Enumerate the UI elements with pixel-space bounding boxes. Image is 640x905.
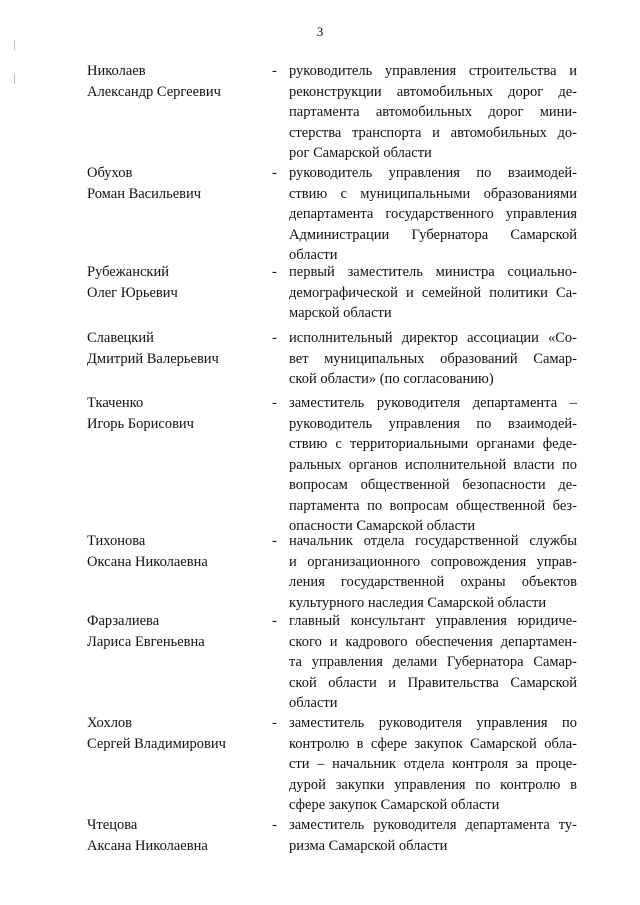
dash-separator: - bbox=[272, 330, 277, 346]
dash-separator: - bbox=[272, 264, 277, 280]
member-given-names: Лариса Евгеньевна bbox=[87, 633, 205, 650]
position-line: руководитель управления по взаимодей- bbox=[289, 415, 577, 432]
member-position bbox=[289, 61, 577, 164]
member-given-names: Игорь Борисович bbox=[87, 415, 194, 432]
member-position bbox=[289, 393, 577, 537]
member-name bbox=[87, 713, 267, 754]
member-surname: Николаев bbox=[87, 63, 146, 79]
position-line: стерства транспорта и автомобильных до- bbox=[289, 124, 577, 141]
member-surname: Тихонова bbox=[87, 533, 146, 549]
position-line: руководитель управления по взаимодей- bbox=[289, 165, 577, 181]
position-line: демографической и семейной политики Са- bbox=[289, 284, 577, 301]
member-name bbox=[87, 815, 267, 856]
position-line: вет муниципальных образований Самар- bbox=[289, 350, 577, 367]
position-line: партамента по вопросам общественной без- bbox=[289, 497, 577, 514]
member-position bbox=[289, 163, 577, 266]
member-position bbox=[289, 815, 577, 856]
member-name bbox=[87, 531, 267, 572]
position-line: контролю в сфере закупок Самарской обла- bbox=[289, 735, 577, 752]
dash-separator: - bbox=[272, 165, 277, 181]
member-surname: Ткаченко bbox=[87, 395, 144, 411]
member-given-names: Дмитрий Валерьевич bbox=[87, 350, 219, 367]
position-line: ского и кадрового обеспечения департамен- bbox=[289, 633, 577, 650]
member-given-names: Роман Васильевич bbox=[87, 185, 202, 202]
position-line: области bbox=[289, 695, 338, 711]
position-line: первый заместитель министра социально- bbox=[289, 264, 577, 280]
member-position bbox=[289, 611, 577, 714]
position-line: ской области» (по согласованию) bbox=[289, 371, 494, 387]
position-line: заместитель руководителя управления по bbox=[289, 715, 577, 731]
member-given-names: Оксана Николаевна bbox=[87, 553, 208, 570]
member-name bbox=[87, 163, 267, 204]
position-line: ствию с муниципальными образованиями bbox=[289, 185, 577, 202]
position-line: области bbox=[289, 247, 338, 263]
member-name bbox=[87, 393, 267, 434]
position-line: Администрации Губернатора Самарской bbox=[289, 226, 577, 243]
position-line: опасности Самарской области bbox=[289, 518, 476, 534]
member-name bbox=[87, 262, 267, 303]
dash-separator: - bbox=[272, 817, 277, 833]
member-position bbox=[289, 713, 577, 816]
member-position bbox=[289, 262, 577, 324]
dash-separator: - bbox=[272, 715, 277, 731]
position-line: ствию с территориальными органами феде- bbox=[289, 436, 577, 452]
position-line: начальник отдела государственной службы bbox=[289, 533, 577, 549]
position-line: та управления делами Губернатора Самар- bbox=[289, 654, 577, 670]
position-line: ральных органов исполнительной власти по bbox=[289, 456, 577, 473]
member-name bbox=[87, 611, 267, 652]
position-line: культурного наследия Самарской области bbox=[289, 594, 547, 611]
member-surname: Рубежанский bbox=[87, 264, 169, 280]
position-line: и организационного сопровождения управ- bbox=[289, 553, 577, 570]
member-position bbox=[289, 328, 577, 390]
dash-separator: - bbox=[272, 395, 277, 411]
member-given-names: Сергей Владимирович bbox=[87, 735, 226, 752]
member-surname: Обухов bbox=[87, 165, 133, 181]
dash-separator: - bbox=[272, 533, 277, 549]
member-surname: Хохлов bbox=[87, 715, 133, 731]
member-surname: Славецкий bbox=[87, 330, 154, 346]
position-line: партамента автомобильных дорог мини- bbox=[289, 104, 577, 120]
position-line: рог Самарской области bbox=[289, 145, 432, 161]
dash-separator: - bbox=[272, 613, 277, 629]
position-line: ления государственной охраны объектов bbox=[289, 574, 577, 590]
dash-separator: - bbox=[272, 63, 277, 79]
page-number: 3 bbox=[316, 24, 324, 39]
position-line: департамента государственного управления bbox=[289, 206, 577, 222]
position-line: исполнительный директор ассоциации «Со- bbox=[289, 330, 577, 346]
position-line: главный консультант управления юридиче- bbox=[289, 613, 577, 629]
position-line: вопросам общественной безопасности де- bbox=[289, 477, 577, 493]
member-name bbox=[87, 61, 267, 102]
member-position bbox=[289, 531, 577, 613]
scan-margin-mark bbox=[14, 74, 15, 84]
position-line: сти – начальник отдела контроля за проце- bbox=[289, 756, 577, 772]
position-line: ризма Самарской области bbox=[289, 837, 448, 854]
position-line: заместитель руководителя департамента – bbox=[289, 395, 577, 411]
member-name bbox=[87, 328, 267, 369]
member-given-names: Олег Юрьевич bbox=[87, 284, 178, 301]
position-line: дурой закупки управления по контролю в bbox=[289, 776, 577, 793]
member-surname: Чтецова bbox=[87, 817, 138, 833]
position-line: марской области bbox=[289, 305, 392, 321]
scan-margin-mark bbox=[14, 40, 15, 50]
position-line: заместитель руководителя департамента ту- bbox=[289, 817, 577, 833]
member-given-names: Александр Сергеевич bbox=[87, 83, 221, 100]
member-given-names: Аксана Николаевна bbox=[87, 837, 208, 854]
position-line: реконструкции автомобильных дорог де- bbox=[289, 83, 577, 100]
position-line: ской области и Правительства Самарской bbox=[289, 674, 577, 691]
position-line: руководитель управления строительства и bbox=[289, 63, 577, 79]
position-line: сфере закупок Самарской области bbox=[289, 797, 500, 813]
member-surname: Фарзалиева bbox=[87, 613, 160, 629]
